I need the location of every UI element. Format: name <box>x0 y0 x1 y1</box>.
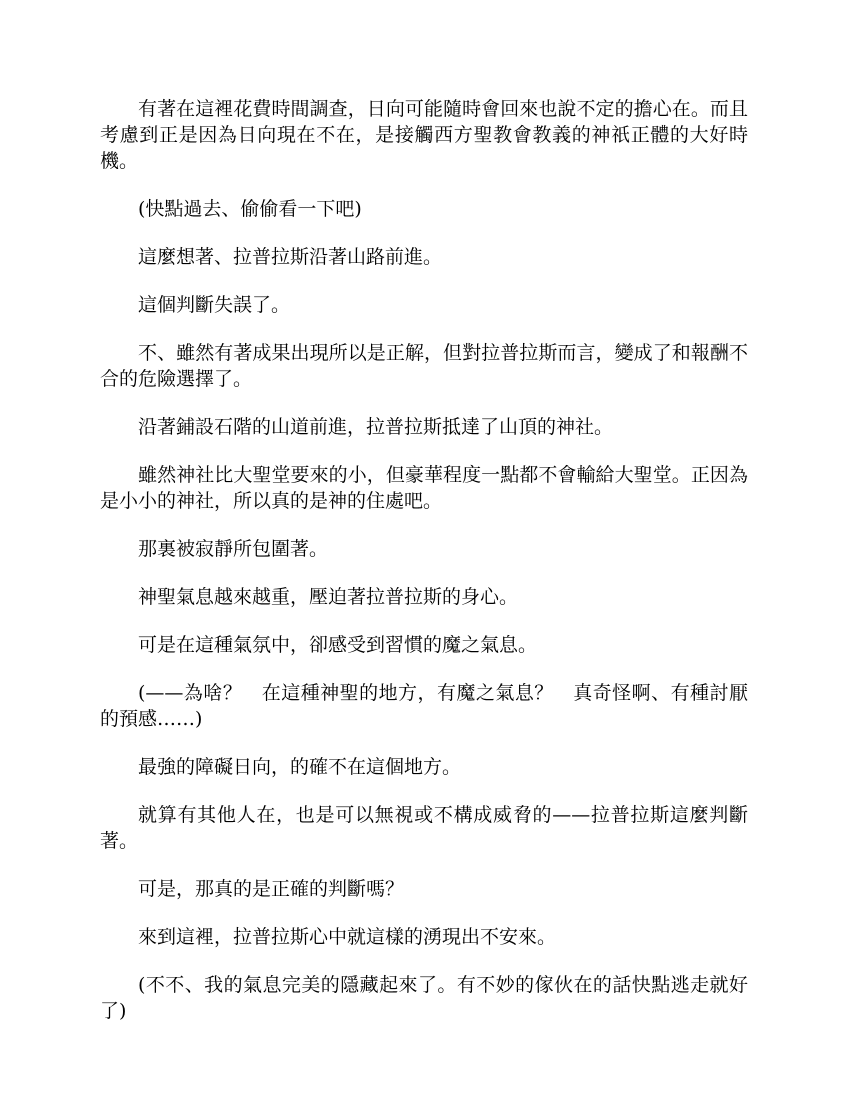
paragraph: 不、雖然有著成果出現所以是正解，但對拉普拉斯而言，變成了和報酬不合的危險選擇了。 <box>100 342 748 390</box>
paragraph: 可是，那真的是正確的判斷嗎？ <box>138 878 405 900</box>
paragraph: (不不、我的氣息完美的隱藏起來了。有不妙的傢伙在的話快點逃走就好了) <box>100 974 748 1022</box>
paragraph: 雖然神社比大聖堂要來的小，但豪華程度一點都不會輸給大聖堂。正因為是小小的神社，所以真的是神的住處吧。 <box>100 464 748 512</box>
paragraph: 那裏被寂靜所包圍著。 <box>138 538 329 560</box>
paragraph: 神聖氣息越來越重，壓迫著拉普拉斯的身心。 <box>138 586 519 608</box>
paragraph: 就算有其他人在，也是可以無視或不構成威脅的——拉普拉斯這麼判斷著。 <box>100 804 748 852</box>
paragraph: 這麼想著、拉普拉斯沿著山路前進。 <box>138 246 443 268</box>
paragraph: (——為啥？ 在這種神聖的地方，有魔之氣息？ 真奇怪啊、有種討厭的預感……) <box>100 682 748 730</box>
paragraph: 這個判斷失誤了。 <box>138 294 291 316</box>
paragraph: 可是在這種氣氛中，卻感受到習慣的魔之氣息。 <box>138 634 538 656</box>
paragraph: 來到這裡，拉普拉斯心中就這樣的湧現出不安來。 <box>138 926 557 948</box>
paragraph: (快點過去、偷偷看一下吧) <box>138 198 362 220</box>
paragraph: 有著在這裡花費時間調查，日向可能隨時會回來也說不定的擔心在。而且考慮到正是因為日向現在不在，是接觸西方聖教會教義的神祇正體的大好時機。 <box>100 98 748 172</box>
paragraph: 最強的障礙日向，的確不在這個地方。 <box>138 756 462 778</box>
document-page <box>100 96 748 1046</box>
paragraph: 沿著鋪設石階的山道前進，拉普拉斯抵達了山頂的神社。 <box>138 416 614 438</box>
